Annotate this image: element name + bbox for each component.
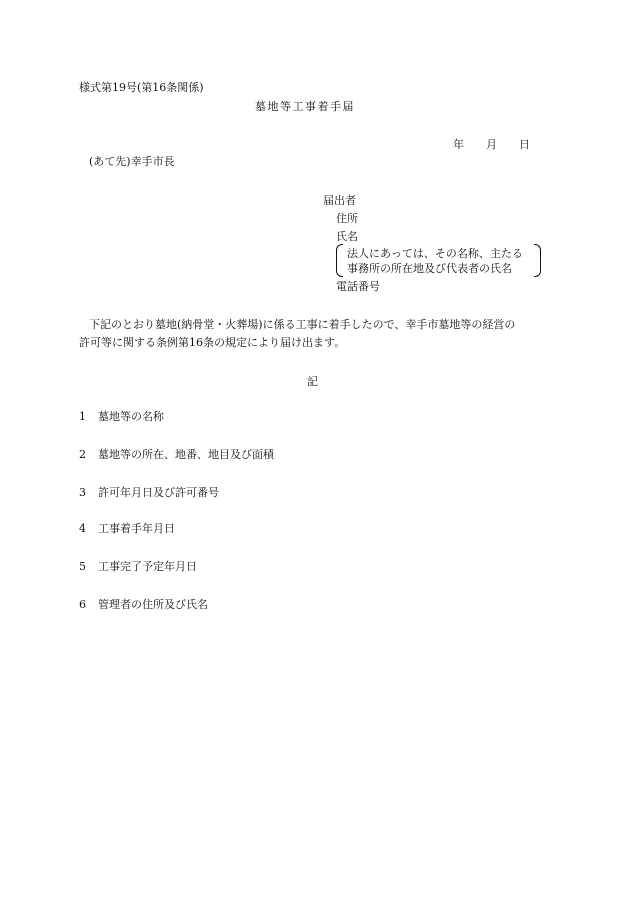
item-text: 管理者の住所及び氏名 — [98, 598, 208, 611]
date-line — [453, 138, 530, 151]
item-number: 5 — [79, 560, 86, 573]
list-item — [79, 598, 208, 611]
item-text: 許可年月日及び許可番号 — [98, 486, 219, 499]
item-text: 工事完了予定年月日 — [98, 560, 197, 573]
addressee: (あて先)幸手市長 — [89, 155, 175, 168]
form-number: 様式第19号(第16条関係) — [79, 81, 204, 94]
bracket-right — [534, 244, 541, 277]
item-text: 工事着手年月日 — [98, 522, 175, 535]
item-number: 2 — [79, 448, 86, 461]
list-item — [79, 486, 219, 499]
body-text-line1: 下記のとおり墓地(納骨堂・火葬場)に係る工事に着手したので、幸手市墓地等の経営の — [89, 318, 516, 331]
item-number: 1 — [79, 410, 86, 423]
list-item — [79, 410, 164, 423]
item-number: 6 — [79, 598, 86, 611]
item-text: 墓地等の所在、地番、地目及び面積 — [98, 448, 274, 461]
list-item — [79, 560, 197, 573]
item-number: 4 — [79, 522, 86, 535]
phone-label: 電話番号 — [336, 280, 380, 293]
ki-heading: 記 — [307, 375, 318, 388]
applicant-label: 届出者 — [323, 194, 356, 207]
corporate-note-line2: 事務所の所在地及び代表者の氏名 — [347, 262, 512, 275]
date-year-label: 年 — [453, 138, 464, 151]
item-number: 3 — [79, 486, 86, 499]
body-text-line2: 許可等に関する条例第16条の規定により届け出ます。 — [79, 336, 346, 349]
item-text: 墓地等の名称 — [98, 410, 164, 423]
document-title: 墓地等工事着手届 — [255, 100, 355, 113]
name-label: 氏名 — [336, 230, 358, 243]
list-item — [79, 522, 175, 535]
bracket-left — [336, 244, 343, 277]
address-label: 住所 — [336, 212, 358, 225]
corporate-note-line1: 法人にあっては、その名称、主たる — [347, 247, 523, 260]
list-item — [79, 448, 274, 461]
date-month-label: 月 — [486, 138, 497, 151]
date-day-label: 日 — [519, 138, 530, 151]
